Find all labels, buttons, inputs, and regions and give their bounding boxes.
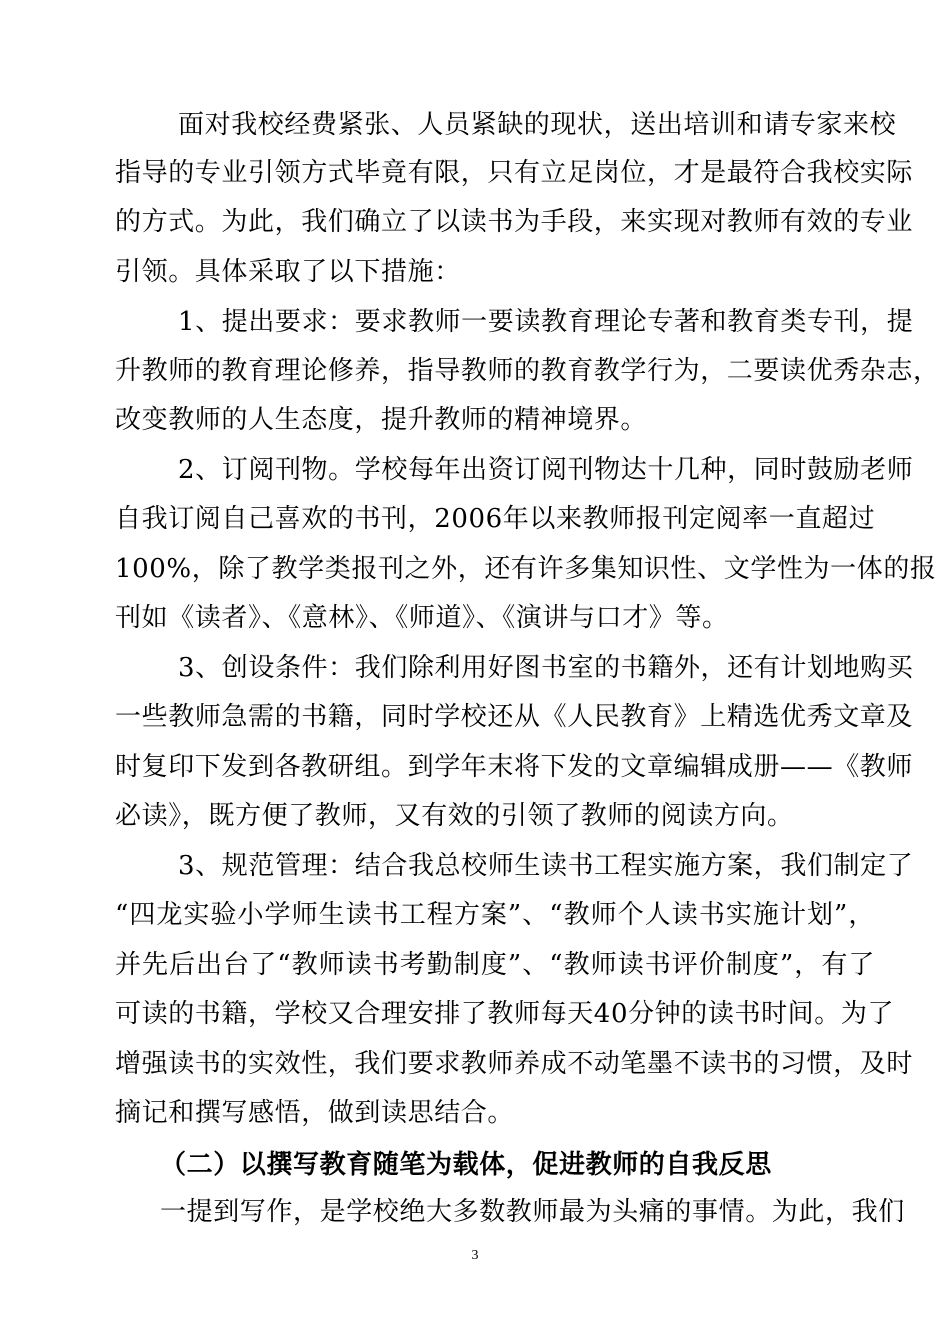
page-number: 3 [471,1248,479,1263]
section-heading: （二）以撰写教育随笔为载体，促进教师的自我反思 [160,1150,772,1180]
item-4-line-1: 3、规范管理：结合我总校师生读书工程实施方案，我们制定了 [178,851,914,881]
item-3-line-4: 必读》，既方便了教师，又有效的引领了教师的阅读方向。 [115,801,794,831]
section-paragraph-line-1: 一提到写作，是学校绝大多数教师最为头痛的事情。为此，我们 [160,1197,905,1227]
paragraph-1-line-1: 面对我校经费紧张、人员紧缺的现状，送出培训和请专家来校 [178,110,897,140]
item-4-line-4: 可读的书籍，学校又合理安排了教师每天40分钟的读书时间。为了 [115,999,895,1029]
item-3-line-1: 3、创设条件：我们除利用好图书室的书籍外，还有计划地购买 [178,653,914,683]
item-3-line-3: 时复印下发到各教研组。到学年末将下发的文章编辑成册——《教师 [115,752,914,782]
item-4-line-3: 并先后出台了“教师读书考勤制度”、“教师读书评价制度”，有了 [115,950,875,980]
item-2-line-4: 刊如《读者》、《意林》、《师道》、《演讲与口才》等。 [115,603,729,633]
item-2-line-1: 2、订阅刊物。学校每年出资订阅刊物达十几种，同时鼓励老师 [178,455,914,485]
item-3-line-2: 一些教师急需的书籍，同时学校还从《人民教育》上精选优秀文章及 [115,702,914,732]
item-4-line-5: 增强读书的实效性，我们要求教师养成不动笔墨不读书的习惯，及时 [115,1049,914,1079]
item-4-line-6: 摘记和撰写感悟，做到读思结合。 [115,1098,515,1128]
item-1-line-3: 改变教师的人生态度，提升教师的精神境界。 [115,405,648,435]
paragraph-1-line-2: 指导的专业引领方式毕竟有限，只有立足岗位，才是最符合我校实际 [115,158,914,188]
item-4-line-2: “四龙实验小学师生读书工程方案”、“教师个人读书实施计划”， [115,900,875,930]
item-1-line-2: 升教师的教育理论修养，指导教师的教育教学行为，二要读优秀杂志， [115,356,940,386]
item-1-line-1: 1、提出要求：要求教师一要读教育理论专著和教育类专刊，提 [178,307,914,337]
paragraph-1-line-4: 引领。具体采取了以下措施： [115,257,461,287]
item-2-line-2: 自我订阅自己喜欢的书刊，2006年以来教师报刊定阅率一直超过 [115,504,876,534]
paragraph-1-line-3: 的方式。为此，我们确立了以读书为手段，来实现对教师有效的专业 [115,207,914,237]
item-2-line-3: 100%，除了教学类报刊之外，还有许多集知识性、文学性为一体的报 [115,554,937,584]
